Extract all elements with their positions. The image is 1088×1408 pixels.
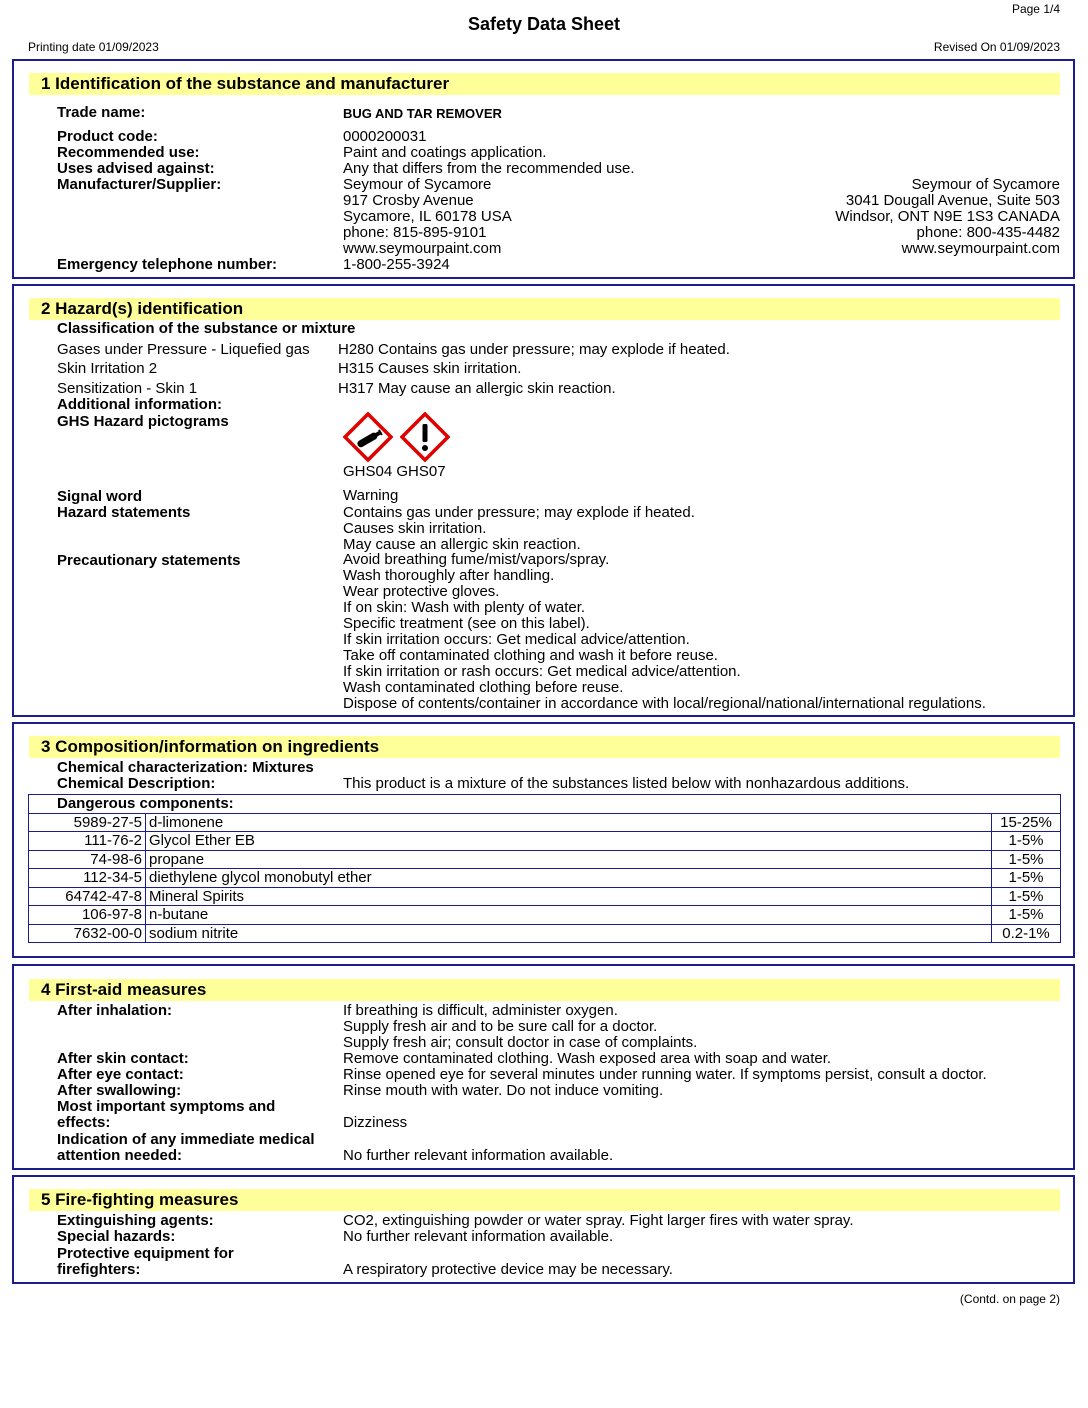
us-address (343, 177, 512, 257)
ca-address-line: Windsor, ONT N9E 1S3 CANADA (835, 208, 1060, 225)
precautionary-statements-label: Precautionary statements (57, 552, 241, 569)
class-statement: H280 Contains gas under pressure; may explode if heated. (338, 341, 730, 358)
section-5-heading: 5 Fire-fighting measures (29, 1189, 1060, 1211)
component-name: n-butane (146, 906, 992, 925)
section-3-heading: 3 Composition/information on ingredients (29, 736, 1060, 758)
section-4-heading: 4 First-aid measures (29, 979, 1060, 1001)
component-percent: 1-5% (992, 887, 1061, 906)
hazard-statement: Causes skin irritation. (343, 520, 487, 537)
uses-advised-against-label: Uses advised against: (57, 160, 215, 177)
hazard-statement: Contains gas under pressure; may explode if heated. (343, 504, 695, 521)
us-address-line: Seymour of Sycamore (343, 176, 492, 193)
component-name: sodium nitrite (146, 924, 992, 943)
component-percent: 1-5% (992, 850, 1061, 869)
component-name: Mineral Spirits (146, 887, 992, 906)
hazard-statement: May cause an allergic skin reaction. (343, 536, 581, 553)
after-eye-contact-value: Rinse opened eye for several minutes under running water. If symptoms persist, consult a doctor. (343, 1066, 987, 1083)
component-name: d-limonene (146, 813, 992, 832)
ca-address-line: Seymour of Sycamore (911, 176, 1060, 193)
symptoms-label-line: Most important symptoms and (57, 1098, 276, 1115)
us-phone: phone: 815-895-9101 (343, 224, 487, 241)
protective-equipment-value: A respiratory protective device may be necessary. (343, 1261, 673, 1278)
us-address-line: 917 Crosby Avenue (343, 192, 474, 209)
symptoms-value: Dizziness (343, 1114, 408, 1131)
cas-number: 106-97-8 (29, 906, 146, 925)
after-swallowing-value: Rinse mouth with water. Do not induce vomiting. (343, 1082, 664, 1099)
after-swallowing-label: After swallowing: (57, 1082, 182, 1099)
page-number: Page 1/4 (1011, 2, 1060, 16)
document-title: Safety Data Sheet (467, 14, 621, 34)
inhalation-line: If breathing is difficult, administer oxygen. (343, 1002, 618, 1019)
revised-date: Revised On 01/09/2023 (933, 40, 1060, 54)
chemical-description-label: Chemical Description: (57, 775, 216, 792)
trade-name-label: Trade name: (57, 104, 146, 121)
pictogram-codes: GHS04 GHS07 (343, 463, 446, 480)
ca-address-line: 3041 Dougall Avenue, Suite 503 (845, 192, 1060, 209)
table-row (29, 813, 1061, 832)
continued-note: (Contd. on page 2) (959, 1292, 1060, 1306)
symptoms-label (57, 1099, 275, 1131)
us-website: www.seymourpaint.com (343, 240, 502, 257)
ca-website: www.seymourpaint.com (901, 240, 1060, 257)
medical-label-line: Indication of any immediate medical (57, 1131, 315, 1148)
precautionary-statement: Wash thoroughly after handling. (343, 567, 555, 584)
component-percent: 0.2-1% (992, 924, 1061, 943)
inhalation-line: Supply fresh air and to be sure call for a doctor. (343, 1018, 658, 1035)
component-percent: 15-25% (992, 813, 1061, 832)
component-percent: 1-5% (992, 832, 1061, 851)
special-hazards-label: Special hazards: (57, 1228, 176, 1245)
class-name: Skin Irritation 2 (57, 360, 158, 377)
signal-word-value: Warning (343, 487, 399, 504)
after-skin-contact-label: After skin contact: (57, 1050, 189, 1067)
cas-number: 112-34-5 (29, 869, 146, 888)
precautionary-statement: If on skin: Wash with plenty of water. (343, 599, 586, 616)
component-name: diethylene glycol monobutyl ether (146, 869, 992, 888)
inhalation-line: Supply fresh air; consult doctor in case of complaints. (343, 1034, 698, 1051)
medical-label-line: attention needed: (57, 1147, 183, 1164)
canada-address (835, 177, 1060, 257)
table-row (29, 887, 1061, 906)
cas-number: 74-98-6 (29, 850, 146, 869)
precautionary-statement: If skin irritation occurs: Get medical advice/attention. (343, 631, 690, 648)
class-statement: H315 Causes skin irritation. (338, 360, 522, 377)
trade-name-value: BUG AND TAR REMOVER (343, 106, 502, 121)
component-name: propane (146, 850, 992, 869)
additional-info-label: Additional information: (57, 396, 222, 413)
ghs04-gas-cylinder-icon (343, 412, 393, 462)
precautionary-statement: Take off contaminated clothing and wash it before reuse. (343, 647, 718, 664)
classification-label: Classification of the substance or mixture (57, 320, 356, 337)
special-hazards-value: No further relevant information available. (343, 1228, 614, 1245)
emergency-phone-value: 1-800-255-3924 (343, 256, 450, 273)
precautionary-statement: If skin irritation or rash occurs: Get medical advice/attention. (343, 663, 741, 680)
medical-attention-value: No further relevant information available. (343, 1147, 614, 1164)
emergency-phone-label: Emergency telephone number: (57, 256, 278, 273)
table-row (29, 924, 1061, 943)
section-2-heading: 2 Hazard(s) identification (29, 298, 1060, 320)
precautionary-statement: Dispose of contents/container in accordance with local/regional/national/international regulations. (343, 695, 986, 712)
after-inhalation-value (343, 1003, 697, 1051)
hazard-statements-label: Hazard statements (57, 504, 191, 521)
hazard-statements (343, 505, 695, 553)
class-statement: H317 May cause an allergic skin reaction. (338, 380, 616, 397)
table-row (29, 906, 1061, 925)
table-row (29, 869, 1061, 888)
signal-word-label: Signal word (57, 488, 143, 505)
recommended-use-label: Recommended use: (57, 144, 200, 161)
class-name: Gases under Pressure - Liquefied gas (57, 341, 310, 358)
cas-number: 111-76-2 (29, 832, 146, 851)
symptoms-label-line: effects: (57, 1114, 111, 1131)
protective-label-line: Protective equipment for (57, 1245, 234, 1262)
cas-number: 64742-47-8 (29, 887, 146, 906)
chemical-description-value: This product is a mixture of the substances listed below with nonhazardous additions. (343, 775, 910, 792)
dangerous-components-label: Dangerous components: (29, 795, 1061, 814)
uses-advised-against-value: Any that differs from the recommended use. (343, 160, 635, 177)
precautionary-statements (343, 552, 986, 712)
component-percent: 1-5% (992, 869, 1061, 888)
extinguishing-agents-label: Extinguishing agents: (57, 1212, 214, 1229)
after-eye-contact-label: After eye contact: (57, 1066, 184, 1083)
protective-equipment-label (57, 1246, 234, 1278)
components-table (28, 794, 1061, 943)
product-code-label: Product code: (57, 128, 158, 145)
medical-attention-label (57, 1132, 315, 1164)
precautionary-statement: Avoid breathing fume/mist/vapors/spray. (343, 551, 610, 568)
extinguishing-agents-value: CO2, extinguishing powder or water spray. Fight larger fires with water spray. (343, 1212, 854, 1229)
chemical-characterization-label: Chemical characterization: Mixtures (57, 759, 314, 776)
component-percent: 1-5% (992, 906, 1061, 925)
pictograms-label: GHS Hazard pictograms (57, 413, 229, 430)
precautionary-statement: Wash contaminated clothing before reuse. (343, 679, 624, 696)
after-inhalation-label: After inhalation: (57, 1002, 172, 1019)
ghs07-exclamation-icon (400, 412, 450, 462)
components-header-row (29, 795, 1061, 814)
precautionary-statement: Wear protective gloves. (343, 583, 500, 600)
printing-date: Printing date 01/09/2023 (28, 40, 159, 54)
after-skin-contact-value: Remove contaminated clothing. Wash exposed area with soap and water. (343, 1050, 832, 1067)
cas-number: 5989-27-5 (29, 813, 146, 832)
manufacturer-label: Manufacturer/Supplier: (57, 176, 222, 193)
precautionary-statement: Specific treatment (see on this label). (343, 615, 590, 632)
table-row (29, 832, 1061, 851)
recommended-use-value: Paint and coatings application. (343, 144, 547, 161)
protective-label-line: firefighters: (57, 1261, 141, 1278)
component-name: Glycol Ether EB (146, 832, 992, 851)
us-address-line: Sycamore, IL 60178 USA (343, 208, 512, 225)
class-name: Sensitization - Skin 1 (57, 380, 198, 397)
cas-number: 7632-00-0 (29, 924, 146, 943)
section-1-heading: 1 Identification of the substance and manufacturer (29, 73, 1060, 95)
product-code-value: 0000200031 (343, 128, 427, 145)
table-row (29, 850, 1061, 869)
ca-phone: phone: 800-435-4482 (916, 224, 1060, 241)
